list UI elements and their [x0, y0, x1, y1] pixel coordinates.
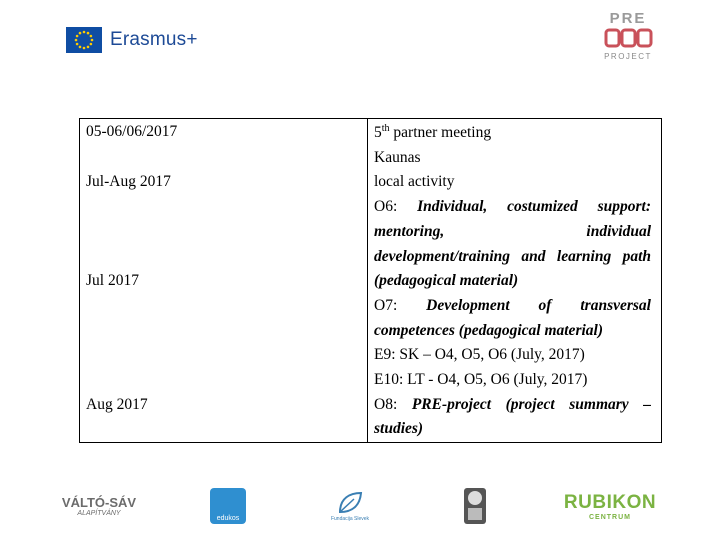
pre-logo-text: PRE: [609, 10, 647, 27]
schedule-table: [79, 118, 662, 443]
dates-cell: [80, 119, 368, 443]
table-row: [80, 119, 662, 443]
slevek-leaf-icon: [336, 490, 364, 516]
erasmus-logo: [66, 24, 198, 56]
valto-sav-logo: VÁLTÓ-SÁV ALAPÍTVÁNY: [61, 495, 137, 517]
date-august: Aug 2017: [86, 396, 148, 413]
o7-item: O7: Development of transversal competences (pedagogical material): [374, 296, 651, 339]
pre-project-label: PROJECT: [604, 52, 652, 61]
partner-logos: [0, 482, 720, 532]
slevek-logo: Fundacija Slevek: [328, 482, 372, 530]
o6-item: O6: Individual, costumized support: mentoring, individual development/training and learning path (pedagogical material): [374, 198, 651, 290]
date-meeting: 05-06/06/2017: [86, 123, 178, 140]
date-july: Jul 2017: [86, 272, 139, 289]
pre-logo-graphic: [596, 8, 660, 52]
e9-item: E9: SK – O4, O5, O6 (July, 2017): [374, 346, 585, 364]
pre-project-logo: [596, 8, 660, 64]
rubikon-logo: RUBIKON CENTRUM: [563, 491, 657, 521]
eu-flag-icon: [66, 27, 102, 53]
face-emblem-logo: [460, 482, 490, 530]
local-activity-line: local activity: [374, 173, 455, 191]
o8-item: O8: PRE-project (project summary – studies): [374, 395, 652, 438]
activities-cell: [368, 119, 662, 443]
e10-item: E10: LT - O4, O5, O6 (July, 2017): [374, 371, 588, 389]
face-emblem-icon: [462, 486, 488, 526]
edukos-icon: edukos: [210, 488, 246, 524]
city-line: Kaunas: [374, 148, 421, 166]
edukos-logo: [209, 482, 247, 530]
meeting-line: 5th partner meeting: [374, 122, 492, 141]
date-local-activity: Jul-Aug 2017: [86, 173, 171, 190]
erasmus-logo-text: Erasmus+: [110, 29, 198, 50]
